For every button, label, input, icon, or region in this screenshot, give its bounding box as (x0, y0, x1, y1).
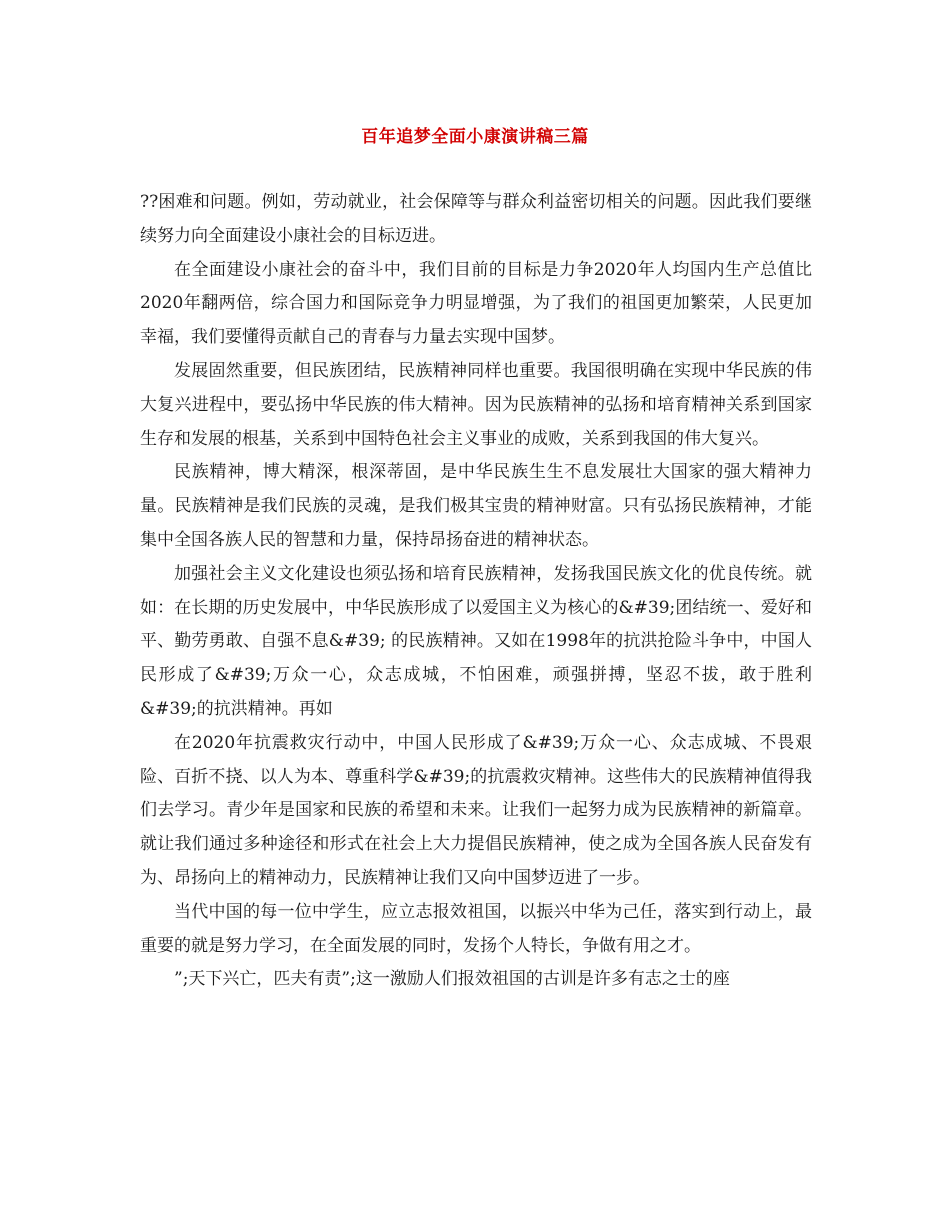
paragraph-2: 在全面建设小康社会的奋斗中，我们目前的目标是力争2020年人均国内生产总值比2020年翻两倍，综合国力和国际竞争力明显增强，为了我们的祖国更加繁荣，人民更加幸福，我们要懂得贡献自己的青春与力量去实现中国梦。 (140, 259, 812, 348)
paragraph-8: ”;天下兴亡，匹夫有责”;这一激励人们报效祖国的古训是许多有志之士的座 (174, 969, 730, 990)
paragraph-4: 民族精神，博大精深，根深蒂固，是中华民族生生不息发展壮大国家的强大精神力量。民族精神是我们民族的灵魂，是我们极其宝贵的精神财富。只有弘扬民族精神，才能集中全国各族人民的智慧和力量，保持昂扬奋进的精神状态。 (140, 462, 812, 550)
paragraph-7: 当代中国的每一位中学生，应立志报效祖国，以振兴中华为己任，落实到行动上，最重要的就是努力学习，在全面发展的同时，发扬个人特长，争做有用之才。 (140, 901, 812, 956)
paragraph-6: 在2020年抗震救灾行动中，中国人民形成了&#39;万众一心、众志成城、不畏艰险、百折不挠、以人为本、尊重科学&#39;的抗震救灾精神。这些伟大的民族精神值得我们去学习。青少年是国家和民族的希望和未来。让我们一起努力成为民族精神的新篇章。就让我们通过多种途径和形式在社会上大力提倡民族精神，使之成为全国各族人民奋发有为、昂扬向上的精神动力，民族精神让我们又向中国梦迈进了一步。 (140, 732, 812, 888)
paragraph-3: 发展固然重要，但民族团结，民族精神同样也重要。我国很明确在实现中华民族的伟大复兴进程中，要弘扬中华民族的伟大精神。因为民族精神的弘扬和培育精神关系到国家生存和发展的根基，关系到中国特色社会主义事业的成败，关系到我国的伟大复兴。 (140, 360, 812, 449)
document-title: 百年追梦全面小康演讲稿三篇 (361, 127, 589, 147)
document-body (140, 186, 812, 997)
paragraph-5: 加强社会主义文化建设也须弘扬和培育民族精神，发扬我国民族文化的优良传统。就如：在长期的历史发展中，中华民族形成了以爱国主义为核心的&#39;团结统一、爱好和平、勤劳勇敢、自强不息&#39; 的民族精神。又如在1998年的抗洪抢险斗争中，中国人民形成了&#39;万众一心，众志成城，不怕困难，顽强拼搏，坚忍不拔，敢于胜利&#39;的抗洪精神。再如 (140, 563, 812, 719)
paragraph-1: ??困难和问题。例如，劳动就业，社会保障等与群众利益密切相关的问题。因此我们要继续努力向全面建设小康社会的目标迈进。 (140, 192, 812, 246)
